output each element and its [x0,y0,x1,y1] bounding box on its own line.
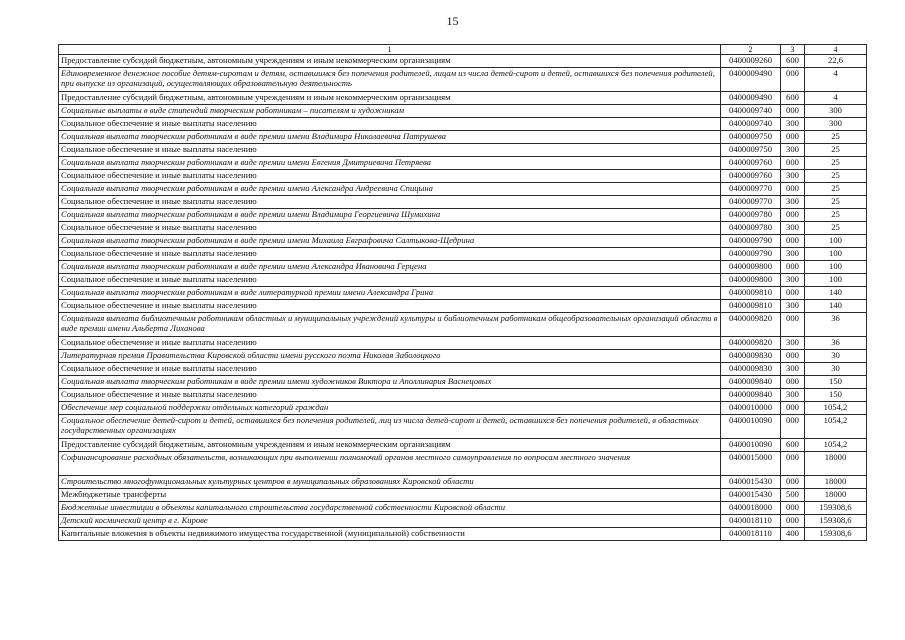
row-target-code: 0400009830 [721,350,781,363]
row-expense-type: 300 [781,300,805,313]
row-target-code: 0400009760 [721,157,781,170]
row-description: Социальное обеспечение и иные выплаты населению [59,363,721,376]
table-row [59,287,867,300]
row-description: Социальное обеспечение и иные выплаты населению [59,144,721,157]
table-row [59,515,867,528]
table-row [59,452,867,476]
row-expense-type: 000 [781,415,805,439]
table-row [59,92,867,105]
row-target-code: 0400010090 [721,415,781,439]
row-description: Социальное обеспечение и иные выплаты населению [59,248,721,261]
table-row [59,235,867,248]
row-amount: 140 [805,287,867,300]
row-description: Социальное обеспечение и иные выплаты населению [59,389,721,402]
row-target-code: 0400009750 [721,131,781,144]
row-expense-type: 000 [781,209,805,222]
row-amount: 25 [805,222,867,235]
row-description: Предоставление субсидий бюджетным, автономным учреждениям и иным некоммерческим организациям [59,439,721,452]
row-description: Социальное обеспечение и иные выплаты населению [59,196,721,209]
row-amount: 25 [805,131,867,144]
table-row [59,170,867,183]
row-amount: 300 [805,105,867,118]
row-target-code: 0400018110 [721,528,781,541]
row-expense-type: 300 [781,248,805,261]
row-expense-type: 000 [781,105,805,118]
table-row [59,183,867,196]
page-number: 15 [446,14,459,28]
row-amount: 159308,6 [805,515,867,528]
row-target-code: 0400015430 [721,489,781,502]
table-row [59,157,867,170]
column-number-type: 3 [781,45,805,55]
row-expense-type: 300 [781,363,805,376]
row-description: Предоставление субсидий бюджетным, автономным учреждениям и иным некоммерческим организациям [59,92,721,105]
row-target-code: 0400009740 [721,105,781,118]
row-amount: 100 [805,274,867,287]
table-row [59,363,867,376]
table-row [59,209,867,222]
row-target-code: 0400009790 [721,235,781,248]
row-target-code: 0400009770 [721,183,781,196]
column-number-amount: 4 [805,45,867,55]
row-expense-type: 300 [781,274,805,287]
row-amount: 4 [805,92,867,105]
row-amount: 100 [805,261,867,274]
row-amount: 25 [805,183,867,196]
row-expense-type: 000 [781,68,805,92]
row-target-code: 0400009740 [721,118,781,131]
row-target-code: 0400015430 [721,476,781,489]
budget-table [58,44,867,541]
row-expense-type: 600 [781,439,805,452]
column-number-description: 1 [59,45,721,55]
row-amount: 150 [805,389,867,402]
row-expense-type: 000 [781,515,805,528]
row-description: Литературная премия Правительства Кировской области имени русского поэта Николая Заболоцкого [59,350,721,363]
row-amount: 100 [805,248,867,261]
row-target-code: 0400009260 [721,55,781,68]
row-amount: 30 [805,350,867,363]
row-target-code: 0400015000 [721,452,781,476]
row-amount: 18000 [805,489,867,502]
row-expense-type: 000 [781,452,805,476]
row-amount: 25 [805,157,867,170]
row-expense-type: 300 [781,144,805,157]
row-description: Социальное обеспечение детей-сирот и детей, оставшихся без попечения родителей, лиц из числа детей-сирот и детей, оставшихся без попечения родителей, в областных государственных организациях [59,415,721,439]
table-row [59,389,867,402]
table-row [59,489,867,502]
row-expense-type: 300 [781,196,805,209]
row-target-code: 0400009790 [721,248,781,261]
table-row [59,313,867,337]
row-target-code: 0400009490 [721,68,781,92]
row-description: Социальные выплаты в виде стипендий творческим работникам – писателям и художникам [59,105,721,118]
row-expense-type: 000 [781,261,805,274]
row-description: Предоставление субсидий бюджетным, автономным учреждениям и иным некоммерческим организациям [59,55,721,68]
table-row [59,402,867,415]
row-amount: 25 [805,170,867,183]
row-amount: 1054,2 [805,439,867,452]
row-description: Социальная выплата библиотечным работникам областных и муниципальных учреждений культуры и библиотечным работникам общеобразовательных организаций области в виде премии имени Альберта Лиханова [59,313,721,337]
row-amount: 18000 [805,452,867,476]
row-expense-type: 000 [781,235,805,248]
row-amount: 1054,2 [805,415,867,439]
table-row [59,68,867,92]
row-target-code: 0400009780 [721,222,781,235]
table-row [59,415,867,439]
row-target-code: 0400009800 [721,261,781,274]
row-target-code: 0400018110 [721,515,781,528]
row-amount: 25 [805,196,867,209]
table-row [59,337,867,350]
table-row [59,131,867,144]
row-description: Социальное обеспечение и иные выплаты населению [59,274,721,287]
row-amount: 30 [805,363,867,376]
row-expense-type: 300 [781,222,805,235]
row-expense-type: 000 [781,157,805,170]
table-row [59,105,867,118]
table-row [59,222,867,235]
row-expense-type: 000 [781,402,805,415]
table-row [59,439,867,452]
row-description: Социальное обеспечение и иные выплаты населению [59,170,721,183]
row-target-code: 0400009770 [721,196,781,209]
row-target-code: 0400009810 [721,300,781,313]
row-description: Софинансирование расходных обязательств, возникающих при выполнении полномочий органов местного самоуправления по вопросам местного значения [59,452,721,476]
row-expense-type: 000 [781,476,805,489]
row-expense-type: 000 [781,502,805,515]
row-target-code: 0400009490 [721,92,781,105]
row-description: Обеспечение мер социальной поддержки отдельных категорий граждан [59,402,721,415]
row-target-code: 0400009840 [721,389,781,402]
row-description: Социальное обеспечение и иные выплаты населению [59,300,721,313]
row-amount: 100 [805,235,867,248]
row-description: Социальная выплата творческим работникам в виде литературной премии имени Александра Грина [59,287,721,300]
row-amount: 140 [805,300,867,313]
row-target-code: 0400010000 [721,402,781,415]
row-expense-type: 400 [781,528,805,541]
row-description: Социальная выплата творческим работникам в виде премии имени художников Виктора и Аполлинария Васнецовых [59,376,721,389]
row-expense-type: 500 [781,489,805,502]
row-amount: 300 [805,118,867,131]
row-description: Межбюджетные трансферты [59,489,721,502]
row-target-code: 0400009800 [721,274,781,287]
row-expense-type: 000 [781,350,805,363]
row-expense-type: 000 [781,313,805,337]
table-row [59,118,867,131]
table-row [59,144,867,157]
table-row [59,350,867,363]
row-target-code: 0400009780 [721,209,781,222]
row-description: Социальная выплата творческим работникам в виде премии имени Владимира Николаевича Патрушева [59,131,721,144]
table-row [59,261,867,274]
row-description: Социальная выплата творческим работникам в виде премии имени Евгения Дмитриевича Петряева [59,157,721,170]
row-amount: 25 [805,209,867,222]
row-amount: 150 [805,376,867,389]
row-amount: 36 [805,337,867,350]
row-amount: 22,6 [805,55,867,68]
table-row [59,196,867,209]
row-amount: 18000 [805,476,867,489]
row-expense-type: 000 [781,131,805,144]
row-description: Детский космический центр в г. Кирове [59,515,721,528]
row-amount: 1054,2 [805,402,867,415]
row-expense-type: 000 [781,287,805,300]
row-expense-type: 600 [781,55,805,68]
row-description: Социальное обеспечение и иные выплаты населению [59,222,721,235]
row-description: Социальная выплата творческим работникам в виде премии имени Михаила Евграфовича Салтыкова-Щедрина [59,235,721,248]
row-description: Социальное обеспечение и иные выплаты населению [59,337,721,350]
row-expense-type: 000 [781,183,805,196]
table-row [59,502,867,515]
row-description: Социальная выплата творческим работникам в виде премии имени Александра Андреевича Спицына [59,183,721,196]
row-amount: 159308,6 [805,528,867,541]
row-description: Капитальные вложения в объекты недвижимого имущества государственной (муниципальной) собственности [59,528,721,541]
row-expense-type: 600 [781,92,805,105]
row-target-code: 0400009820 [721,337,781,350]
row-target-code: 0400009750 [721,144,781,157]
row-description: Единовременное денежное пособие детям-сиротам и детям, оставшимся без попечения родителей, лицам из числа детей-сирот и детей, оставшихся без попечения родителей, при выпуске из организаций, осуществляющих образовательную деятельность [59,68,721,92]
row-target-code: 0400009820 [721,313,781,337]
row-expense-type: 300 [781,389,805,402]
row-target-code: 0400009760 [721,170,781,183]
row-amount: 159308,6 [805,502,867,515]
row-expense-type: 300 [781,118,805,131]
table-row [59,274,867,287]
row-target-code: 0400018000 [721,502,781,515]
row-target-code: 0400009830 [721,363,781,376]
row-expense-type: 000 [781,376,805,389]
row-target-code: 0400010090 [721,439,781,452]
row-description: Социальное обеспечение и иные выплаты населению [59,118,721,131]
row-description: Социальная выплата творческим работникам в виде премии имени Владимира Георгиевича Шумихина [59,209,721,222]
row-expense-type: 300 [781,337,805,350]
table-row [59,248,867,261]
row-description: Социальная выплата творческим работникам в виде премии имени Александра Ивановича Герцена [59,261,721,274]
row-target-code: 0400009810 [721,287,781,300]
row-amount: 4 [805,68,867,92]
row-description: Бюджетные инвестиции в объекты капитального строительства государственной собственности Кировской области [59,502,721,515]
table-row [59,300,867,313]
table-row [59,376,867,389]
row-description: Строительство многофункциональных культурных центров в муниципальных образованиях Кировской области [59,476,721,489]
column-number-code: 2 [721,45,781,55]
row-expense-type: 300 [781,170,805,183]
table-row [59,55,867,68]
table-row [59,528,867,541]
row-target-code: 0400009840 [721,376,781,389]
row-amount: 36 [805,313,867,337]
table-row [59,476,867,489]
row-amount: 25 [805,144,867,157]
column-number-row [59,45,867,55]
table-body [59,45,867,541]
